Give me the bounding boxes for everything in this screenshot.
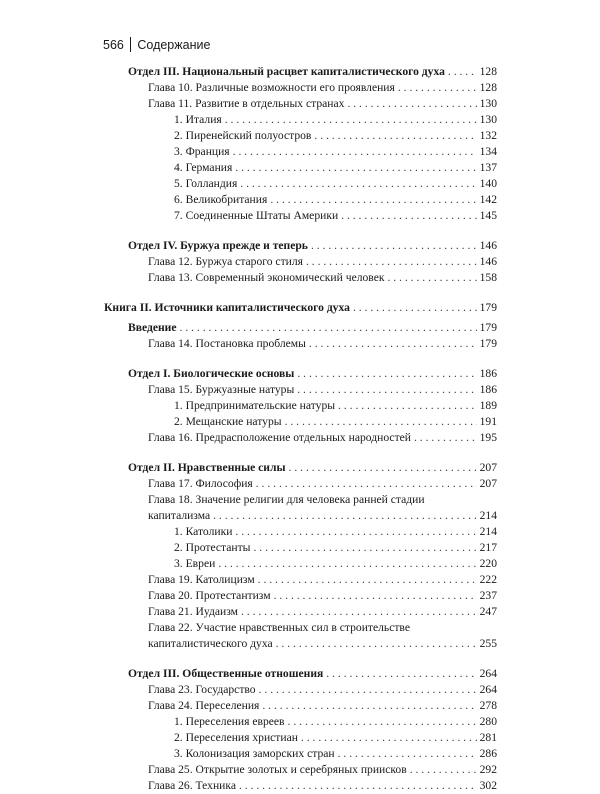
dot-leader [347, 96, 476, 112]
toc-entry [104, 160, 497, 176]
toc-entry [104, 572, 497, 588]
toc-entry [104, 320, 497, 336]
dot-leader [259, 682, 477, 698]
toc-entry [104, 604, 497, 620]
toc-entry-page: 189 [479, 399, 497, 412]
toc-entry-title: 1. Италия [174, 113, 222, 126]
dot-leader [309, 336, 477, 352]
toc-entry-page: 128 [479, 65, 497, 78]
toc-entry-page: 128 [479, 81, 497, 94]
toc-entry [104, 112, 497, 128]
toc-entry-page: 255 [479, 637, 497, 650]
toc-entry-page: 130 [479, 97, 497, 110]
toc-entry [104, 620, 497, 636]
toc-entry-title: 3. Франция [174, 145, 230, 158]
table-of-contents [104, 64, 497, 794]
toc-entry [104, 382, 497, 398]
toc-entry-page: 132 [479, 129, 497, 142]
dot-leader [239, 778, 477, 794]
dot-leader [448, 64, 477, 80]
toc-entry-title: 1. Предпринимательские натуры [174, 399, 336, 412]
toc-entry [104, 238, 497, 254]
toc-entry-title: 2. Протестанты [174, 541, 251, 554]
toc-entry-page: 207 [479, 461, 497, 474]
toc-entry-title: Глава 22. Участие нравственных сил в строительстве [148, 621, 410, 634]
toc-entry [104, 430, 497, 446]
dot-leader [270, 192, 476, 208]
toc-entry-page: 281 [479, 731, 497, 744]
toc-entry-page: 292 [479, 763, 497, 776]
toc-entry-title: Глава 18. Значение религии для человека ранней стадии [148, 493, 425, 506]
toc-entry-title: Глава 25. Открытие золотых и серебряных приисков [148, 763, 407, 776]
toc-entry-title: Глава 19. Католицизм [148, 573, 255, 586]
toc-entry-page: 145 [479, 209, 497, 222]
toc-entry [104, 508, 497, 524]
dot-leader [288, 714, 477, 730]
toc-entry-page: 280 [479, 715, 497, 728]
dot-leader [253, 540, 476, 556]
toc-entry-page: 195 [479, 431, 497, 444]
toc-entry-title: Глава 13. Современный экономический человек [148, 271, 385, 284]
toc-entry-title: Глава 11. Развитие в отдельных странах [148, 97, 345, 110]
toc-entry-title: Глава 23. Государство [148, 683, 256, 696]
dot-leader [297, 366, 476, 382]
toc-entry [104, 492, 497, 508]
dot-leader [213, 508, 476, 524]
toc-entry [104, 208, 497, 224]
toc-entry-page: 247 [479, 605, 497, 618]
toc-entry-title: Введение [128, 321, 177, 334]
toc-entry-page: 302 [479, 779, 497, 792]
toc-entry-title: Глава 24. Переселения [148, 699, 260, 712]
dot-leader [258, 572, 477, 588]
dot-leader [398, 80, 477, 96]
toc-entry-page: 186 [479, 383, 497, 396]
toc-entry-page: 137 [479, 161, 497, 174]
toc-entry [104, 176, 497, 192]
dot-leader [225, 112, 477, 128]
toc-entry [104, 714, 497, 730]
toc-entry-page: 179 [479, 321, 497, 334]
toc-entry [104, 588, 497, 604]
toc-entry [104, 80, 497, 96]
dot-leader [326, 666, 476, 682]
toc-entry-page: 217 [479, 541, 497, 554]
toc-entry [104, 366, 497, 382]
toc-entry [104, 698, 497, 714]
toc-entry-page: 220 [479, 557, 497, 570]
toc-entry-title: 2. Пиренейский полуостров [174, 129, 312, 142]
spacer [104, 224, 497, 238]
dot-leader [306, 254, 477, 270]
dot-leader [301, 730, 477, 746]
dot-leader [218, 556, 476, 572]
toc-entry-page: 158 [479, 271, 497, 284]
spacer [104, 652, 497, 666]
toc-entry-page: 130 [479, 113, 497, 126]
toc-entry-page: 214 [479, 509, 497, 522]
toc-entry-page: 146 [479, 239, 497, 252]
toc-entry [104, 778, 497, 794]
toc-entry-title: 2. Переселения христиан [174, 731, 298, 744]
toc-entry-page: 191 [479, 415, 497, 428]
toc-entry-title: Книга II. Источники капиталистического духа [104, 301, 350, 314]
toc-entry-page: 146 [479, 255, 497, 268]
toc-entry [104, 398, 497, 414]
dot-leader [338, 746, 477, 762]
toc-entry [104, 64, 497, 80]
toc-entry [104, 336, 497, 352]
toc-entry-page: 214 [479, 525, 497, 538]
toc-entry-title: Глава 10. Различные возможности его проявления [148, 81, 395, 94]
spacer [104, 446, 497, 460]
toc-entry-page: 286 [479, 747, 497, 760]
toc-entry [104, 762, 497, 778]
dot-leader [262, 698, 476, 714]
dot-leader [353, 300, 477, 316]
page-number: 566 [103, 37, 124, 52]
toc-entry-title: Глава 16. Предрасположение отдельных народностей [148, 431, 411, 444]
toc-entry [104, 96, 497, 112]
dot-leader [410, 762, 477, 778]
toc-entry [104, 746, 497, 762]
toc-entry-page: 186 [479, 367, 497, 380]
dot-leader [297, 382, 476, 398]
running-header [103, 37, 210, 52]
dot-leader [256, 476, 477, 492]
toc-entry-title: Глава 15. Буржуазные натуры [148, 383, 295, 396]
toc-entry-title: Глава 17. Философия [148, 477, 253, 490]
toc-entry-title: 4. Германия [174, 161, 233, 174]
dot-leader [314, 128, 476, 144]
toc-entry-title: Глава 12. Буржуа старого стиля [148, 255, 303, 268]
dot-leader [341, 208, 476, 224]
toc-entry [104, 540, 497, 556]
toc-entry [104, 128, 497, 144]
toc-entry-title: Отдел III. Общественные отношения [128, 667, 324, 680]
toc-entry-title: Глава 14. Постановка проблемы [148, 337, 306, 350]
toc-entry [104, 254, 497, 270]
spacer [104, 286, 497, 300]
running-title: Содержание [137, 37, 211, 52]
toc-entry-title: 3. Евреи [174, 557, 216, 570]
toc-entry-title: 6. Великобритания [174, 193, 268, 206]
toc-entry-page: 278 [479, 699, 497, 712]
toc-entry-page: 207 [479, 477, 497, 490]
toc-entry-title: капитализма [148, 509, 211, 522]
toc-entry-title: 7. Соединенные Штаты Америки [174, 209, 339, 222]
dot-leader [241, 604, 477, 620]
toc-entry [104, 460, 497, 476]
toc-entry [104, 666, 497, 682]
toc-entry [104, 300, 497, 316]
toc-entry-page: 179 [479, 337, 497, 350]
dot-leader [180, 320, 477, 336]
toc-entry [104, 192, 497, 208]
toc-entry-page: 140 [479, 177, 497, 190]
dot-leader [276, 636, 477, 652]
dot-leader [235, 160, 476, 176]
toc-entry-title: 1. Переселения евреев [174, 715, 285, 728]
dot-leader [414, 430, 477, 446]
dot-leader [235, 524, 476, 540]
toc-entry-title: 5. Голландия [174, 177, 238, 190]
toc-entry-title: Отдел I. Биологические основы [128, 367, 295, 380]
toc-entry [104, 682, 497, 698]
toc-entry-page: 264 [479, 667, 497, 680]
dot-leader [285, 414, 477, 430]
spacer [104, 352, 497, 366]
toc-entry [104, 636, 497, 652]
toc-entry-title: Глава 20. Протестантизм [148, 589, 271, 602]
dot-leader [338, 398, 477, 414]
toc-entry-page: 142 [479, 193, 497, 206]
toc-entry [104, 476, 497, 492]
toc-entry-page: 222 [479, 573, 497, 586]
dot-leader [311, 238, 477, 254]
dot-leader [387, 270, 476, 286]
dot-leader [233, 144, 477, 160]
toc-entry [104, 556, 497, 572]
toc-entry-title: Отдел IV. Буржуа прежде и теперь [128, 239, 308, 252]
toc-entry-title: 3. Колонизация заморских стран [174, 747, 335, 760]
toc-entry [104, 730, 497, 746]
toc-entry-page: 264 [479, 683, 497, 696]
toc-entry-page: 134 [479, 145, 497, 158]
dot-leader [274, 588, 477, 604]
toc-entry-title: 2. Мещанские натуры [174, 415, 282, 428]
toc-entry [104, 270, 497, 286]
toc-entry-title: Отдел III. Национальный расцвет капиталистического духа [128, 65, 445, 78]
toc-entry [104, 524, 497, 540]
dot-leader [240, 176, 476, 192]
toc-entry-title: Отдел II. Нравственные силы [128, 461, 286, 474]
dot-leader [289, 460, 477, 476]
toc-entry-title: 1. Католики [174, 525, 233, 538]
toc-entry-title: Глава 26. Техника [148, 779, 236, 792]
toc-entry [104, 414, 497, 430]
toc-entry-title: Глава 21. Иудаизм [148, 605, 238, 618]
toc-entry-title: капиталистического духа [148, 637, 273, 650]
toc-entry-page: 179 [479, 301, 497, 314]
toc-entry-page: 237 [479, 589, 497, 602]
toc-entry [104, 144, 497, 160]
header-separator [130, 37, 132, 52]
